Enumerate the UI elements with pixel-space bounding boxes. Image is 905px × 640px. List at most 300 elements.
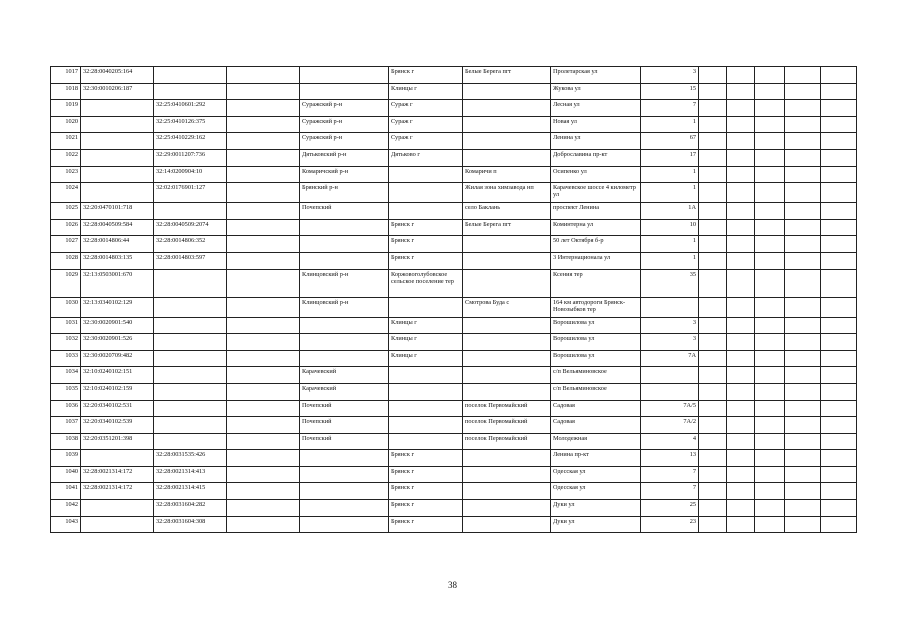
cadastral-number-land-cell: 32:13:0503001:670 bbox=[81, 269, 154, 297]
city-cell bbox=[389, 417, 463, 434]
empty-cell bbox=[699, 433, 727, 450]
district-cell: Суражский р-н bbox=[300, 100, 389, 117]
cadastral-number-building-cell bbox=[154, 367, 227, 384]
registry-body bbox=[51, 67, 857, 533]
street-cell: Одесская ул bbox=[551, 466, 641, 483]
table-row bbox=[51, 450, 857, 467]
empty-cell bbox=[821, 383, 857, 400]
row-number-cell: 1042 bbox=[51, 500, 81, 517]
settlement-cell bbox=[463, 350, 551, 367]
cadastral-number-extra-cell bbox=[227, 466, 300, 483]
cadastral-number-land-cell: 32:20:0340102:531 bbox=[81, 400, 154, 417]
street-cell: Лесная ул bbox=[551, 100, 641, 117]
empty-cell bbox=[727, 116, 755, 133]
empty-cell bbox=[785, 219, 821, 236]
cadastral-number-extra-cell bbox=[227, 317, 300, 334]
empty-cell bbox=[727, 516, 755, 533]
empty-cell bbox=[699, 450, 727, 467]
empty-cell bbox=[699, 203, 727, 220]
city-cell: Коржовоголубовское сельское поселение тер bbox=[389, 269, 463, 297]
street-cell: проспект Ленина bbox=[551, 203, 641, 220]
city-cell bbox=[389, 383, 463, 400]
street-cell: Коминтерна ул bbox=[551, 219, 641, 236]
empty-cell bbox=[755, 500, 785, 517]
street-cell: Молодежная bbox=[551, 433, 641, 450]
cadastral-number-land-cell: 32:28:0040509:584 bbox=[81, 219, 154, 236]
house-number-cell bbox=[641, 383, 699, 400]
cadastral-number-extra-cell bbox=[227, 483, 300, 500]
house-number-cell bbox=[641, 367, 699, 384]
empty-cell bbox=[699, 297, 727, 317]
cadastral-number-building-cell bbox=[154, 383, 227, 400]
empty-cell bbox=[755, 203, 785, 220]
cadastral-number-land-cell: 32:30:0010206:187 bbox=[81, 83, 154, 100]
row-number-cell: 1038 bbox=[51, 433, 81, 450]
row-number-cell: 1027 bbox=[51, 236, 81, 253]
empty-cell bbox=[727, 466, 755, 483]
settlement-cell bbox=[463, 133, 551, 150]
district-cell: Почепский bbox=[300, 433, 389, 450]
district-cell: Карачевский bbox=[300, 367, 389, 384]
settlement-cell: поселок Первомайский bbox=[463, 400, 551, 417]
house-number-cell: 1А bbox=[641, 203, 699, 220]
cadastral-number-extra-cell bbox=[227, 297, 300, 317]
settlement-cell bbox=[463, 100, 551, 117]
house-number-cell: 10 bbox=[641, 219, 699, 236]
cadastral-number-extra-cell bbox=[227, 203, 300, 220]
settlement-cell bbox=[463, 116, 551, 133]
house-number-cell: 3 bbox=[641, 317, 699, 334]
row-number-cell: 1021 bbox=[51, 133, 81, 150]
house-number-cell: 7 bbox=[641, 100, 699, 117]
cadastral-number-land-cell bbox=[81, 166, 154, 183]
empty-cell bbox=[821, 297, 857, 317]
empty-cell bbox=[785, 350, 821, 367]
street-cell: Карачевское шоссе 4 километр ул bbox=[551, 183, 641, 203]
settlement-cell bbox=[463, 500, 551, 517]
empty-cell bbox=[727, 433, 755, 450]
empty-cell bbox=[755, 116, 785, 133]
empty-cell bbox=[699, 166, 727, 183]
cadastral-number-extra-cell bbox=[227, 334, 300, 351]
city-cell: Брянск г bbox=[389, 450, 463, 467]
district-cell bbox=[300, 252, 389, 269]
empty-cell bbox=[821, 367, 857, 384]
empty-cell bbox=[699, 116, 727, 133]
row-number-cell: 1030 bbox=[51, 297, 81, 317]
empty-cell bbox=[727, 67, 755, 84]
cadastral-number-building-cell bbox=[154, 350, 227, 367]
empty-cell bbox=[785, 269, 821, 297]
empty-cell bbox=[755, 252, 785, 269]
empty-cell bbox=[727, 203, 755, 220]
empty-cell bbox=[755, 100, 785, 117]
street-cell: 3 Интернационала ул bbox=[551, 252, 641, 269]
empty-cell bbox=[727, 367, 755, 384]
city-cell bbox=[389, 367, 463, 384]
empty-cell bbox=[755, 297, 785, 317]
empty-cell bbox=[755, 219, 785, 236]
settlement-cell bbox=[463, 149, 551, 166]
cadastral-number-land-cell bbox=[81, 183, 154, 203]
empty-cell bbox=[699, 367, 727, 384]
row-number-cell: 1019 bbox=[51, 100, 81, 117]
empty-cell bbox=[821, 166, 857, 183]
row-number-cell: 1039 bbox=[51, 450, 81, 467]
table-row bbox=[51, 166, 857, 183]
cadastral-number-land-cell: 32:10:0240102:151 bbox=[81, 367, 154, 384]
house-number-cell: 1 bbox=[641, 183, 699, 203]
cadastral-number-building-cell: 32:28:0031604:282 bbox=[154, 500, 227, 517]
empty-cell bbox=[821, 219, 857, 236]
cadastral-number-extra-cell bbox=[227, 252, 300, 269]
empty-cell bbox=[755, 183, 785, 203]
empty-cell bbox=[727, 149, 755, 166]
empty-cell bbox=[821, 133, 857, 150]
cadastral-number-extra-cell bbox=[227, 166, 300, 183]
cadastral-number-building-cell bbox=[154, 417, 227, 434]
empty-cell bbox=[785, 83, 821, 100]
cadastral-number-extra-cell bbox=[227, 367, 300, 384]
empty-cell bbox=[785, 367, 821, 384]
cadastral-number-land-cell bbox=[81, 133, 154, 150]
street-cell: Ворошилова ул bbox=[551, 350, 641, 367]
table-row bbox=[51, 183, 857, 203]
empty-cell bbox=[755, 466, 785, 483]
empty-cell bbox=[727, 269, 755, 297]
cadastral-number-extra-cell bbox=[227, 350, 300, 367]
cadastral-number-extra-cell bbox=[227, 450, 300, 467]
empty-cell bbox=[699, 100, 727, 117]
empty-cell bbox=[699, 67, 727, 84]
empty-cell bbox=[755, 166, 785, 183]
cadastral-number-building-cell: 32:28:0031535:426 bbox=[154, 450, 227, 467]
table-row bbox=[51, 100, 857, 117]
table-row bbox=[51, 149, 857, 166]
table-row bbox=[51, 466, 857, 483]
settlement-cell: поселок Первомайский bbox=[463, 417, 551, 434]
empty-cell bbox=[699, 400, 727, 417]
empty-cell bbox=[755, 433, 785, 450]
empty-cell bbox=[755, 133, 785, 150]
cadastral-number-land-cell bbox=[81, 149, 154, 166]
house-number-cell: 35 bbox=[641, 269, 699, 297]
row-number-cell: 1029 bbox=[51, 269, 81, 297]
district-cell bbox=[300, 466, 389, 483]
row-number-cell: 1024 bbox=[51, 183, 81, 203]
street-cell: Ворошилова ул bbox=[551, 317, 641, 334]
house-number-cell: 4 bbox=[641, 433, 699, 450]
district-cell: Почепский bbox=[300, 203, 389, 220]
table-row bbox=[51, 133, 857, 150]
row-number-cell: 1040 bbox=[51, 466, 81, 483]
empty-cell bbox=[755, 417, 785, 434]
empty-cell bbox=[727, 417, 755, 434]
table-row bbox=[51, 219, 857, 236]
city-cell: Дятьково г bbox=[389, 149, 463, 166]
street-cell: Пролетарская ул bbox=[551, 67, 641, 84]
row-number-cell: 1025 bbox=[51, 203, 81, 220]
empty-cell bbox=[727, 166, 755, 183]
street-cell: Садовая bbox=[551, 400, 641, 417]
empty-cell bbox=[699, 236, 727, 253]
empty-cell bbox=[727, 500, 755, 517]
empty-cell bbox=[755, 83, 785, 100]
cadastral-number-building-cell: 32:28:0040509:2074 bbox=[154, 219, 227, 236]
cadastral-number-extra-cell bbox=[227, 133, 300, 150]
empty-cell bbox=[699, 500, 727, 517]
cadastral-number-extra-cell bbox=[227, 417, 300, 434]
empty-cell bbox=[785, 516, 821, 533]
house-number-cell: 3 bbox=[641, 334, 699, 351]
empty-cell bbox=[785, 116, 821, 133]
district-cell: Почепский bbox=[300, 400, 389, 417]
street-cell: Садовая bbox=[551, 417, 641, 434]
empty-cell bbox=[821, 67, 857, 84]
settlement-cell bbox=[463, 383, 551, 400]
table-row bbox=[51, 252, 857, 269]
house-number-cell: 7А/2 bbox=[641, 417, 699, 434]
empty-cell bbox=[785, 433, 821, 450]
table-row bbox=[51, 400, 857, 417]
empty-cell bbox=[727, 450, 755, 467]
street-cell: Жукова ул bbox=[551, 83, 641, 100]
empty-cell bbox=[785, 466, 821, 483]
street-cell: 50 лет Октября б-р bbox=[551, 236, 641, 253]
street-cell: Ленина ул bbox=[551, 133, 641, 150]
row-number-cell: 1041 bbox=[51, 483, 81, 500]
empty-cell bbox=[727, 252, 755, 269]
empty-cell bbox=[821, 236, 857, 253]
cadastral-number-extra-cell bbox=[227, 116, 300, 133]
city-cell: Сураж г bbox=[389, 100, 463, 117]
cadastral-number-extra-cell bbox=[227, 500, 300, 517]
cadastral-number-extra-cell bbox=[227, 183, 300, 203]
house-number-cell: 23 bbox=[641, 516, 699, 533]
empty-cell bbox=[785, 297, 821, 317]
empty-cell bbox=[821, 116, 857, 133]
city-cell bbox=[389, 297, 463, 317]
city-cell: Клинцы г bbox=[389, 350, 463, 367]
empty-cell bbox=[755, 236, 785, 253]
city-cell bbox=[389, 433, 463, 450]
cadastral-number-building-cell bbox=[154, 317, 227, 334]
street-cell: Доброславина пр-кт bbox=[551, 149, 641, 166]
cadastral-number-building-cell: 32:25:0410126:375 bbox=[154, 116, 227, 133]
table-row bbox=[51, 433, 857, 450]
city-cell: Брянск г bbox=[389, 252, 463, 269]
house-number-cell bbox=[641, 297, 699, 317]
district-cell bbox=[300, 450, 389, 467]
empty-cell bbox=[699, 350, 727, 367]
empty-cell bbox=[785, 334, 821, 351]
empty-cell bbox=[699, 133, 727, 150]
house-number-cell: 15 bbox=[641, 83, 699, 100]
empty-cell bbox=[821, 350, 857, 367]
empty-cell bbox=[785, 149, 821, 166]
empty-cell bbox=[785, 133, 821, 150]
street-cell: Осипенко ул bbox=[551, 166, 641, 183]
empty-cell bbox=[699, 334, 727, 351]
city-cell: Клинцы г bbox=[389, 83, 463, 100]
street-cell: Ксения тер bbox=[551, 269, 641, 297]
settlement-cell bbox=[463, 334, 551, 351]
district-cell bbox=[300, 83, 389, 100]
settlement-cell bbox=[463, 516, 551, 533]
row-number-cell: 1035 bbox=[51, 383, 81, 400]
empty-cell bbox=[785, 317, 821, 334]
empty-cell bbox=[727, 383, 755, 400]
cadastral-number-land-cell: 32:28:0021314:172 bbox=[81, 466, 154, 483]
cadastral-number-extra-cell bbox=[227, 400, 300, 417]
empty-cell bbox=[821, 334, 857, 351]
cadastral-number-extra-cell bbox=[227, 83, 300, 100]
empty-cell bbox=[785, 100, 821, 117]
empty-cell bbox=[785, 483, 821, 500]
cadastral-number-land-cell: 32:20:0470101:718 bbox=[81, 203, 154, 220]
row-number-cell: 1036 bbox=[51, 400, 81, 417]
district-cell: Карачевский bbox=[300, 383, 389, 400]
cadastral-number-building-cell bbox=[154, 334, 227, 351]
empty-cell bbox=[699, 383, 727, 400]
empty-cell bbox=[755, 383, 785, 400]
cadastral-number-extra-cell bbox=[227, 269, 300, 297]
cadastral-number-land-cell: 32:13:0340102:129 bbox=[81, 297, 154, 317]
house-number-cell: 1 bbox=[641, 252, 699, 269]
house-number-cell: 1 bbox=[641, 166, 699, 183]
cadastral-number-land-cell: 32:20:0351201:398 bbox=[81, 433, 154, 450]
empty-cell bbox=[727, 100, 755, 117]
empty-cell bbox=[727, 219, 755, 236]
street-cell: Одесская ул bbox=[551, 483, 641, 500]
street-cell: Ворошилова ул bbox=[551, 334, 641, 351]
cadastral-number-extra-cell bbox=[227, 100, 300, 117]
empty-cell bbox=[785, 67, 821, 84]
settlement-cell bbox=[463, 483, 551, 500]
empty-cell bbox=[821, 252, 857, 269]
settlement-cell: село Баклань bbox=[463, 203, 551, 220]
empty-cell bbox=[785, 500, 821, 517]
cadastral-number-extra-cell bbox=[227, 383, 300, 400]
table-row bbox=[51, 483, 857, 500]
empty-cell bbox=[755, 149, 785, 166]
district-cell bbox=[300, 483, 389, 500]
district-cell bbox=[300, 334, 389, 351]
empty-cell bbox=[699, 252, 727, 269]
city-cell bbox=[389, 183, 463, 203]
district-cell: Комаричский р-н bbox=[300, 166, 389, 183]
cadastral-number-land-cell bbox=[81, 450, 154, 467]
settlement-cell: Белые Берега пгт bbox=[463, 67, 551, 84]
settlement-cell bbox=[463, 367, 551, 384]
cadastral-number-land-cell: 32:30:0020901:540 bbox=[81, 317, 154, 334]
row-number-cell: 1037 bbox=[51, 417, 81, 434]
empty-cell bbox=[699, 516, 727, 533]
empty-cell bbox=[755, 350, 785, 367]
empty-cell bbox=[821, 500, 857, 517]
settlement-cell bbox=[463, 317, 551, 334]
table-row bbox=[51, 367, 857, 384]
city-cell: Клинцы г bbox=[389, 317, 463, 334]
empty-cell bbox=[727, 236, 755, 253]
table-row bbox=[51, 269, 857, 297]
empty-cell bbox=[821, 183, 857, 203]
empty-cell bbox=[699, 219, 727, 236]
empty-cell bbox=[755, 334, 785, 351]
cadastral-number-land-cell: 32:20:0340102:539 bbox=[81, 417, 154, 434]
empty-cell bbox=[727, 334, 755, 351]
cadastral-number-building-cell: 32:14:0200904:10 bbox=[154, 166, 227, 183]
empty-cell bbox=[821, 466, 857, 483]
district-cell: Суражский р-н bbox=[300, 116, 389, 133]
empty-cell bbox=[699, 466, 727, 483]
settlement-cell bbox=[463, 236, 551, 253]
empty-cell bbox=[727, 483, 755, 500]
cadastral-number-building-cell: 32:25:0410229:162 bbox=[154, 133, 227, 150]
settlement-cell bbox=[463, 252, 551, 269]
empty-cell bbox=[755, 317, 785, 334]
district-cell bbox=[300, 350, 389, 367]
city-cell bbox=[389, 166, 463, 183]
empty-cell bbox=[755, 516, 785, 533]
empty-cell bbox=[755, 400, 785, 417]
table-row bbox=[51, 203, 857, 220]
house-number-cell: 7 bbox=[641, 483, 699, 500]
city-cell: Сураж г bbox=[389, 133, 463, 150]
empty-cell bbox=[727, 317, 755, 334]
page-number: 38 bbox=[448, 580, 457, 590]
table-row bbox=[51, 500, 857, 517]
empty-cell bbox=[785, 383, 821, 400]
empty-cell bbox=[821, 417, 857, 434]
cadastral-number-extra-cell bbox=[227, 433, 300, 450]
empty-cell bbox=[727, 83, 755, 100]
empty-cell bbox=[785, 203, 821, 220]
district-cell: Клинцовский р-н bbox=[300, 297, 389, 317]
cadastral-number-building-cell bbox=[154, 400, 227, 417]
house-number-cell: 7А bbox=[641, 350, 699, 367]
city-cell: Брянск г bbox=[389, 516, 463, 533]
house-number-cell: 1 bbox=[641, 116, 699, 133]
row-number-cell: 1020 bbox=[51, 116, 81, 133]
empty-cell bbox=[785, 236, 821, 253]
district-cell bbox=[300, 516, 389, 533]
district-cell bbox=[300, 500, 389, 517]
cadastral-number-building-cell bbox=[154, 203, 227, 220]
row-number-cell: 1022 bbox=[51, 149, 81, 166]
cadastral-number-land-cell bbox=[81, 116, 154, 133]
cadastral-number-building-cell: 32:28:0014803:597 bbox=[154, 252, 227, 269]
cadastral-number-extra-cell bbox=[227, 219, 300, 236]
district-cell bbox=[300, 236, 389, 253]
city-cell: Клинцы г bbox=[389, 334, 463, 351]
empty-cell bbox=[755, 269, 785, 297]
table-row bbox=[51, 334, 857, 351]
empty-cell bbox=[821, 516, 857, 533]
house-number-cell: 1 bbox=[641, 236, 699, 253]
city-cell bbox=[389, 400, 463, 417]
row-number-cell: 1028 bbox=[51, 252, 81, 269]
empty-cell bbox=[821, 203, 857, 220]
settlement-cell: Белые Берега пгт bbox=[463, 219, 551, 236]
settlement-cell bbox=[463, 450, 551, 467]
street-cell: 164 км автодороги Брянск-Новозыбков тер bbox=[551, 297, 641, 317]
empty-cell bbox=[727, 133, 755, 150]
cadastral-number-building-cell bbox=[154, 83, 227, 100]
row-number-cell: 1032 bbox=[51, 334, 81, 351]
cadastral-number-land-cell bbox=[81, 100, 154, 117]
empty-cell bbox=[821, 149, 857, 166]
